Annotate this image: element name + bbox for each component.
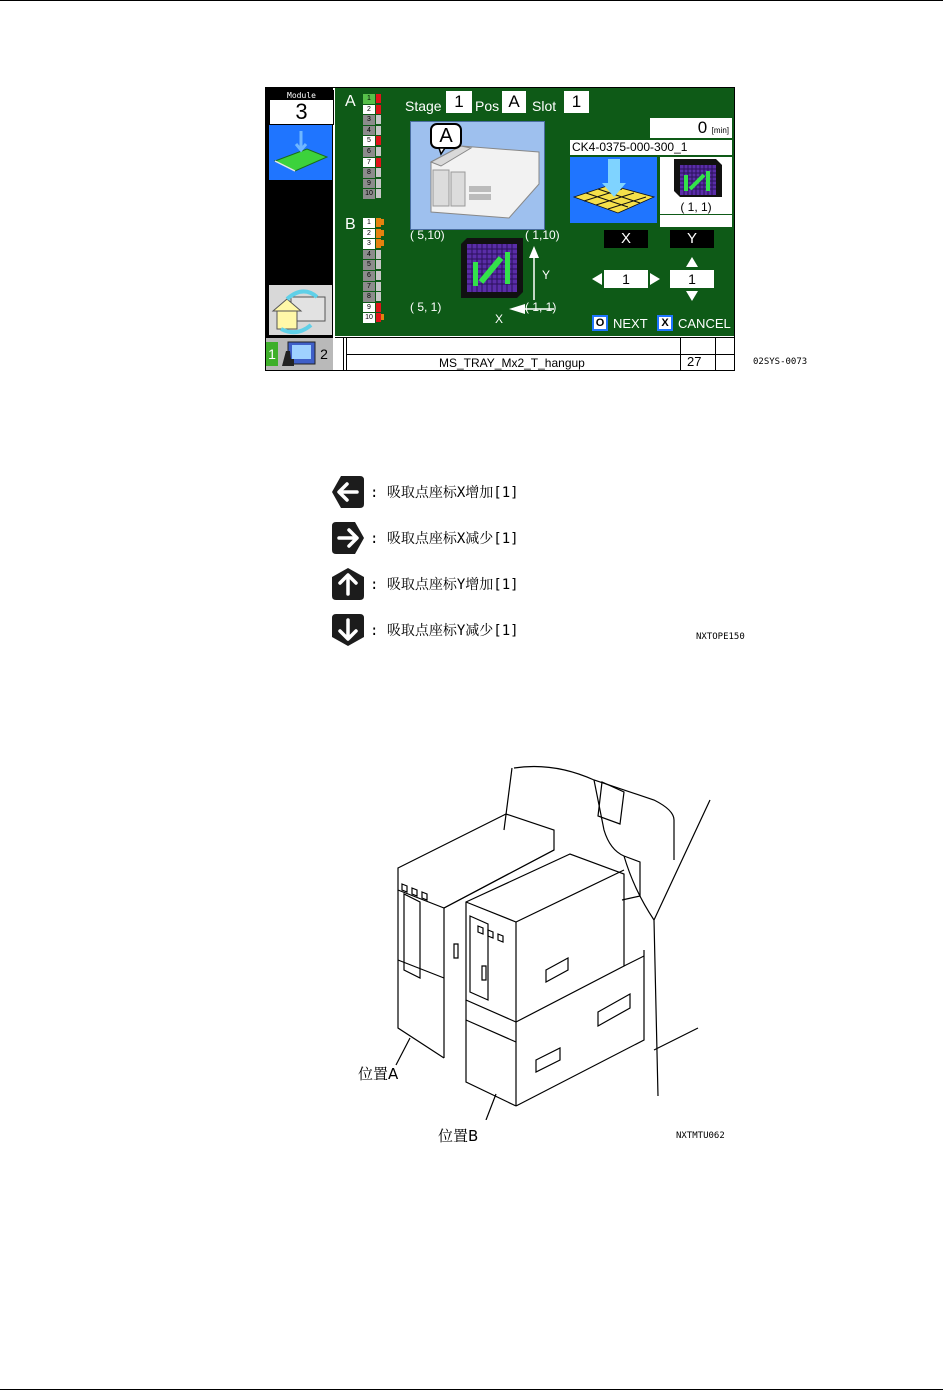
group-b-slots xyxy=(363,218,377,324)
part-code: CK4-0375-000-300_1 xyxy=(570,140,732,155)
arrow-right-key-icon xyxy=(330,520,366,556)
x-value-field[interactable]: 1 xyxy=(604,270,648,288)
key-row-right xyxy=(330,520,690,556)
slot-status-mark xyxy=(376,271,381,280)
figure1-code: 02SYS-0073 xyxy=(753,357,808,367)
key-row-left xyxy=(330,474,690,510)
slot-b-item: 10 xyxy=(363,313,375,324)
axis-x-label: X xyxy=(495,312,504,326)
y-header: Y xyxy=(670,230,714,248)
group-a-slots xyxy=(363,94,377,200)
slot-b-item: 9 xyxy=(363,303,375,314)
slot-status-mark xyxy=(376,136,381,145)
arrow-down-key-icon xyxy=(330,612,366,648)
slot-b-item: 3 xyxy=(363,239,375,250)
slot-b-item: 8 xyxy=(363,292,375,303)
module-indicator xyxy=(269,90,334,125)
slot-status-mark xyxy=(376,158,381,167)
slot-status-mark xyxy=(376,94,381,103)
slot-a-item: 1 xyxy=(363,94,375,105)
slot-b-item: 2 xyxy=(363,229,375,240)
position-a-label: 位置A xyxy=(358,1065,399,1083)
slot-status-mark xyxy=(376,250,381,259)
slot-status-mark xyxy=(376,303,381,312)
pickup-teaching-panel xyxy=(335,88,734,336)
cancel-x-icon: X xyxy=(657,315,673,331)
slot-b-item: 4 xyxy=(363,250,375,261)
module-feeder-icon xyxy=(269,125,332,180)
status-bar xyxy=(335,337,734,370)
slot-b-item: 5 xyxy=(363,260,375,271)
x-decrease-arrow-icon[interactable] xyxy=(592,273,602,285)
cancel-button[interactable] xyxy=(657,314,733,334)
pickup-coordinate: ( 1, 1) xyxy=(660,200,732,214)
pos-label: Pos xyxy=(475,98,500,114)
key-left-text: : 吸取点座标X增加[1] xyxy=(370,485,519,501)
return-home-button[interactable] xyxy=(269,285,332,335)
slot-label: Slot xyxy=(532,98,557,114)
x-header: X xyxy=(604,230,648,248)
position-b-label: 位置B xyxy=(438,1127,479,1145)
tray-unit-drawing xyxy=(354,760,714,1120)
corner-bottom-left: ( 5, 1) xyxy=(410,300,442,314)
slot-b-item: 7 xyxy=(363,282,375,293)
touch-device-icon xyxy=(280,341,316,367)
tray-grid-small-icon xyxy=(660,157,732,200)
slot-a-item: 7 xyxy=(363,158,375,169)
slot-status-mark xyxy=(376,168,381,177)
slot-a-item: 5 xyxy=(363,136,375,147)
key-up-text: : 吸取点座标Y增加[1] xyxy=(370,577,519,593)
arrow-up-key-icon xyxy=(330,566,366,602)
slot-status-mark xyxy=(376,260,381,269)
footer-rule xyxy=(0,1389,943,1390)
y-decrease-arrow-icon[interactable] xyxy=(686,291,698,301)
slot-status-mark xyxy=(376,292,381,301)
slot-orange-mark xyxy=(381,219,384,225)
y-value-field[interactable]: 1 xyxy=(670,270,714,288)
device-1-label: 1 xyxy=(266,342,278,366)
slot-status-mark xyxy=(376,179,381,188)
slot-a-item: 8 xyxy=(363,168,375,179)
slot-a-item: 9 xyxy=(363,179,375,190)
corner-bottom-right: ( 1, 1) xyxy=(525,300,557,314)
slot-orange-mark xyxy=(381,240,384,246)
tray-pickup-image xyxy=(570,157,657,223)
corner-top-left: ( 5,10) xyxy=(410,228,445,242)
slot-value: 1 xyxy=(564,91,589,113)
machine-screen xyxy=(265,87,735,371)
arrow-left-key-icon xyxy=(330,474,366,510)
stage-label: Stage xyxy=(405,98,442,114)
next-button[interactable] xyxy=(592,314,652,334)
pickup-coordinate-blank xyxy=(660,215,732,227)
module-label: Module xyxy=(270,91,333,100)
slot-orange-mark xyxy=(381,314,384,320)
key-right-text: : 吸取点座标X减少[1] xyxy=(370,531,519,547)
slot-status-mark xyxy=(376,126,381,135)
slot-status-mark xyxy=(376,105,381,114)
slot-status-mark xyxy=(376,189,381,198)
axis-y-label: Y xyxy=(542,268,551,282)
figure3-code: NXTMTU062 xyxy=(676,1131,725,1141)
next-label: NEXT xyxy=(613,316,648,331)
key-down-text: : 吸取点座标Y减少[1] xyxy=(370,623,519,639)
page-number: 27 xyxy=(687,354,702,369)
slot-status-mark xyxy=(376,147,381,156)
slot-orange-mark xyxy=(381,230,384,236)
slot-status-mark xyxy=(376,115,381,124)
key-row-up xyxy=(330,566,690,602)
pos-marker-label: A xyxy=(439,125,453,147)
slot-a-item: 2 xyxy=(363,105,375,116)
module-sidebar xyxy=(266,88,333,338)
slot-a-item: 10 xyxy=(363,189,375,200)
stage-value: 1 xyxy=(446,91,472,113)
time-value: 0 xyxy=(697,118,708,137)
slot-b-item: 1 xyxy=(363,218,375,229)
next-circle-icon: O xyxy=(592,315,608,331)
slot-a-item: 3 xyxy=(363,115,375,126)
x-increase-arrow-icon[interactable] xyxy=(650,273,660,285)
tray-name: MS_TRAY_Mx2_T_hangup xyxy=(439,357,585,370)
y-increase-arrow-icon[interactable] xyxy=(686,257,698,267)
slot-status-mark xyxy=(376,282,381,291)
group-b-label: B xyxy=(345,216,356,233)
device-switch-bar[interactable] xyxy=(266,338,333,370)
time-unit: [min] xyxy=(711,126,729,135)
tray-unit-image xyxy=(410,121,545,230)
key-row-down xyxy=(330,612,690,648)
pos-value: A xyxy=(502,91,526,113)
header-rule xyxy=(0,0,943,1)
slot-a-item: 4 xyxy=(363,126,375,137)
device-2-label: 2 xyxy=(320,346,328,362)
slot-b-item: 6 xyxy=(363,271,375,282)
figure2-code: NXTOPE150 xyxy=(696,632,745,642)
cancel-label: CANCEL xyxy=(678,316,731,331)
time-display xyxy=(650,118,732,138)
slot-a-item: 6 xyxy=(363,147,375,158)
group-a-label: A xyxy=(345,93,356,110)
corner-top-right: ( 1,10) xyxy=(525,228,560,242)
module-number: 3 xyxy=(295,99,308,124)
